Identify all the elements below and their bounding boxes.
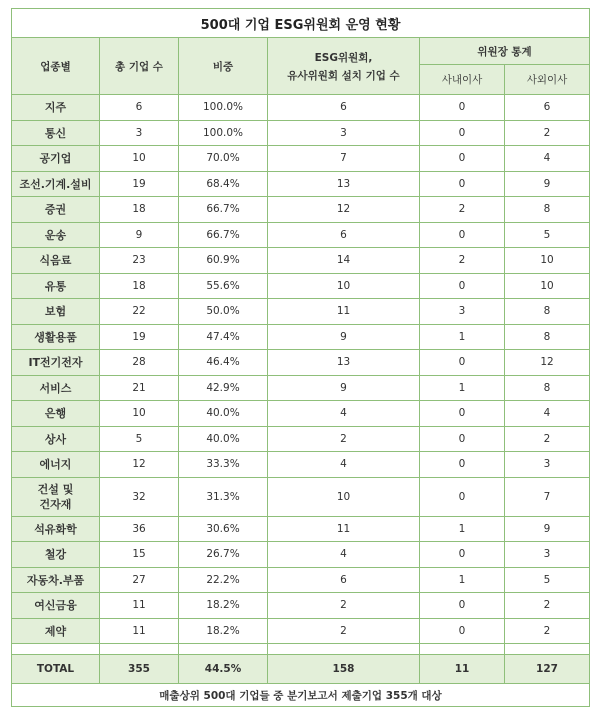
industry-cell: 식음료 xyxy=(12,248,100,274)
industry-cell: IT전기전자 xyxy=(12,350,100,376)
inside-director-cell: 0 xyxy=(420,171,505,197)
header-committee-line1: ESG위원회, xyxy=(314,51,373,64)
industry-cell: 지주 xyxy=(12,95,100,121)
inside-director-cell: 1 xyxy=(420,516,505,542)
total-companies-cell: 15 xyxy=(100,542,179,568)
table-row xyxy=(12,299,590,325)
outside-director-cell: 9 xyxy=(505,516,590,542)
total-ratio-value: 44.5% xyxy=(179,655,268,684)
committee-cell: 11 xyxy=(268,516,420,542)
committee-cell: 2 xyxy=(268,426,420,452)
table-row xyxy=(12,120,590,146)
table-row xyxy=(12,197,590,223)
outside-director-cell: 2 xyxy=(505,120,590,146)
total-companies-cell: 21 xyxy=(100,375,179,401)
inside-director-cell: 0 xyxy=(420,120,505,146)
total-companies-cell: 19 xyxy=(100,324,179,350)
total-label: TOTAL xyxy=(12,655,100,684)
ratio-cell: 40.0% xyxy=(179,401,268,427)
ratio-cell: 42.9% xyxy=(179,375,268,401)
inside-director-cell: 0 xyxy=(420,350,505,376)
table-row xyxy=(12,350,590,376)
ratio-cell: 60.9% xyxy=(179,248,268,274)
header-total-companies: 총 기업 수 xyxy=(100,38,179,95)
committee-cell: 2 xyxy=(268,618,420,644)
industry-cell: 서비스 xyxy=(12,375,100,401)
ratio-cell: 100.0% xyxy=(179,95,268,121)
ratio-cell: 26.7% xyxy=(179,542,268,568)
committee-cell: 4 xyxy=(268,452,420,478)
inside-director-cell: 0 xyxy=(420,618,505,644)
inside-director-cell: 0 xyxy=(420,593,505,619)
table-row xyxy=(12,375,590,401)
outside-director-cell: 3 xyxy=(505,542,590,568)
table-title: 500대 기업 ESG위원회 운영 현황 xyxy=(12,9,590,38)
total-companies-cell: 9 xyxy=(100,222,179,248)
ratio-cell: 22.2% xyxy=(179,567,268,593)
table-row xyxy=(12,248,590,274)
total-companies-cell: 18 xyxy=(100,197,179,223)
committee-cell: 10 xyxy=(268,273,420,299)
inside-director-cell: 3 xyxy=(420,299,505,325)
outside-director-cell: 8 xyxy=(505,299,590,325)
committee-cell: 6 xyxy=(268,95,420,121)
outside-director-cell: 8 xyxy=(505,197,590,223)
table-row xyxy=(12,324,590,350)
inside-director-cell: 0 xyxy=(420,542,505,568)
industry-cell: 보험 xyxy=(12,299,100,325)
industry-cell: 석유화학 xyxy=(12,516,100,542)
total-companies-cell: 19 xyxy=(100,171,179,197)
total-row xyxy=(12,655,590,684)
table-row xyxy=(12,171,590,197)
total-companies-cell: 36 xyxy=(100,516,179,542)
committee-cell: 10 xyxy=(268,477,420,516)
outside-director-cell: 6 xyxy=(505,95,590,121)
outside-director-cell: 3 xyxy=(505,452,590,478)
industry-cell: 여신금융 xyxy=(12,593,100,619)
outside-director-cell: 4 xyxy=(505,401,590,427)
total-committee-value: 158 xyxy=(268,655,420,684)
outside-director-cell: 2 xyxy=(505,618,590,644)
ratio-cell: 70.0% xyxy=(179,146,268,172)
ratio-cell: 46.4% xyxy=(179,350,268,376)
header-chair-stats: 위원장 통계 xyxy=(420,38,590,65)
committee-cell: 2 xyxy=(268,593,420,619)
total-companies-cell: 12 xyxy=(100,452,179,478)
note-row xyxy=(12,684,590,707)
outside-director-cell: 12 xyxy=(505,350,590,376)
ratio-cell: 47.4% xyxy=(179,324,268,350)
table-row xyxy=(12,618,590,644)
inside-director-cell: 2 xyxy=(420,248,505,274)
committee-cell: 13 xyxy=(268,350,420,376)
industry-cell: 증권 xyxy=(12,197,100,223)
total-companies-cell: 11 xyxy=(100,593,179,619)
ratio-cell: 33.3% xyxy=(179,452,268,478)
ratio-cell: 50.0% xyxy=(179,299,268,325)
table-row xyxy=(12,426,590,452)
industry-cell: 철강 xyxy=(12,542,100,568)
committee-cell: 4 xyxy=(268,542,420,568)
total-companies-cell: 5 xyxy=(100,426,179,452)
industry-cell: 상사 xyxy=(12,426,100,452)
committee-cell: 12 xyxy=(268,197,420,223)
outside-director-cell: 8 xyxy=(505,375,590,401)
inside-director-cell: 2 xyxy=(420,197,505,223)
ratio-cell: 66.7% xyxy=(179,197,268,223)
committee-cell: 9 xyxy=(268,375,420,401)
table-row xyxy=(12,95,590,121)
industry-cell: 유통 xyxy=(12,273,100,299)
outside-director-cell: 5 xyxy=(505,222,590,248)
outside-director-cell: 2 xyxy=(505,426,590,452)
inside-director-cell: 0 xyxy=(420,401,505,427)
outside-director-cell: 4 xyxy=(505,146,590,172)
outside-director-cell: 7 xyxy=(505,477,590,516)
table-note: 매출상위 500대 기업들 중 분기보고서 제출기업 355개 대상 xyxy=(12,684,590,707)
industry-cell: 생활용품 xyxy=(12,324,100,350)
ratio-cell: 55.6% xyxy=(179,273,268,299)
industry-cell: 은행 xyxy=(12,401,100,427)
total-companies-cell: 6 xyxy=(100,95,179,121)
total-companies-cell: 27 xyxy=(100,567,179,593)
table-row xyxy=(12,401,590,427)
outside-director-cell: 9 xyxy=(505,171,590,197)
total-companies-cell: 18 xyxy=(100,273,179,299)
committee-cell: 14 xyxy=(268,248,420,274)
ratio-cell: 100.0% xyxy=(179,120,268,146)
table-row xyxy=(12,516,590,542)
outside-director-cell: 8 xyxy=(505,324,590,350)
inside-director-cell: 0 xyxy=(420,95,505,121)
industry-cell: 건설 및 건자재 xyxy=(12,477,100,516)
industry-cell: 에너지 xyxy=(12,452,100,478)
table-row xyxy=(12,567,590,593)
table-row xyxy=(12,593,590,619)
total-inside-value: 11 xyxy=(420,655,505,684)
outside-director-cell: 10 xyxy=(505,248,590,274)
total-companies-cell: 22 xyxy=(100,299,179,325)
committee-cell: 13 xyxy=(268,171,420,197)
committee-cell: 4 xyxy=(268,401,420,427)
inside-director-cell: 1 xyxy=(420,324,505,350)
ratio-cell: 30.6% xyxy=(179,516,268,542)
table-row xyxy=(12,222,590,248)
blank-row xyxy=(12,644,590,655)
total-companies-cell: 10 xyxy=(100,401,179,427)
total-outside-value: 127 xyxy=(505,655,590,684)
inside-director-cell: 1 xyxy=(420,567,505,593)
outside-director-cell: 2 xyxy=(505,593,590,619)
total-companies-cell: 10 xyxy=(100,146,179,172)
inside-director-cell: 1 xyxy=(420,375,505,401)
inside-director-cell: 0 xyxy=(420,452,505,478)
total-companies-cell: 11 xyxy=(100,618,179,644)
ratio-cell: 68.4% xyxy=(179,171,268,197)
table-row xyxy=(12,542,590,568)
committee-cell: 7 xyxy=(268,146,420,172)
inside-director-cell: 0 xyxy=(420,426,505,452)
ratio-cell: 40.0% xyxy=(179,426,268,452)
total-companies-cell: 23 xyxy=(100,248,179,274)
committee-cell: 9 xyxy=(268,324,420,350)
header-industry: 업종별 xyxy=(12,38,100,95)
committee-cell: 6 xyxy=(268,222,420,248)
committee-cell: 3 xyxy=(268,120,420,146)
total-companies-cell: 3 xyxy=(100,120,179,146)
header-ratio: 비중 xyxy=(179,38,268,95)
esg-committee-table xyxy=(11,8,590,707)
header-committee xyxy=(268,38,420,95)
table-row xyxy=(12,477,590,516)
table-row xyxy=(12,452,590,478)
industry-cell: 조선.기계.설비 xyxy=(12,171,100,197)
inside-director-cell: 0 xyxy=(420,222,505,248)
total-companies-value: 355 xyxy=(100,655,179,684)
ratio-cell: 66.7% xyxy=(179,222,268,248)
ratio-cell: 31.3% xyxy=(179,477,268,516)
header-inside-director: 사내이사 xyxy=(420,65,505,95)
table-row xyxy=(12,273,590,299)
inside-director-cell: 0 xyxy=(420,273,505,299)
table-body xyxy=(12,95,590,707)
ratio-cell: 18.2% xyxy=(179,618,268,644)
committee-cell: 6 xyxy=(268,567,420,593)
header-outside-director: 사외이사 xyxy=(505,65,590,95)
esg-committee-table-container xyxy=(11,8,589,707)
table-row xyxy=(12,146,590,172)
inside-director-cell: 0 xyxy=(420,146,505,172)
industry-cell: 운송 xyxy=(12,222,100,248)
outside-director-cell: 10 xyxy=(505,273,590,299)
total-companies-cell: 32 xyxy=(100,477,179,516)
industry-cell: 공기업 xyxy=(12,146,100,172)
inside-director-cell: 0 xyxy=(420,477,505,516)
industry-cell: 자동차.부품 xyxy=(12,567,100,593)
industry-cell: 통신 xyxy=(12,120,100,146)
committee-cell: 11 xyxy=(268,299,420,325)
outside-director-cell: 5 xyxy=(505,567,590,593)
total-companies-cell: 28 xyxy=(100,350,179,376)
header-committee-line2: 유사위원회 설치 기업 수 xyxy=(287,69,400,82)
industry-cell: 제약 xyxy=(12,618,100,644)
ratio-cell: 18.2% xyxy=(179,593,268,619)
